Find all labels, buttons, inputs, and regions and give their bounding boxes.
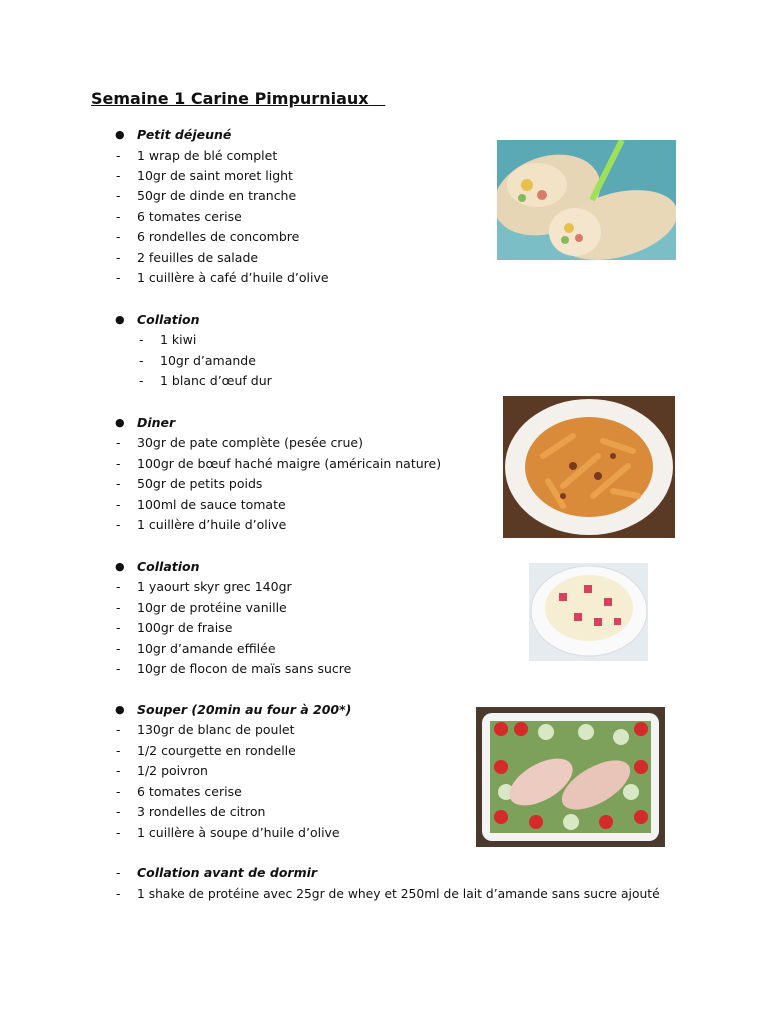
bullet-icon: ● — [115, 703, 125, 716]
bullet-icon: ● — [115, 313, 125, 326]
pasta-photo — [503, 396, 675, 538]
chicken-photo — [476, 707, 665, 847]
bullet-icon: ● — [115, 416, 125, 429]
bullet-icon: ● — [115, 128, 125, 141]
bullet-icon: ● — [115, 560, 125, 573]
page-title: Semaine 1 Carine Pimpurniaux — [91, 89, 369, 108]
wrap-photo — [497, 140, 676, 260]
yogurt-photo — [529, 563, 648, 661]
